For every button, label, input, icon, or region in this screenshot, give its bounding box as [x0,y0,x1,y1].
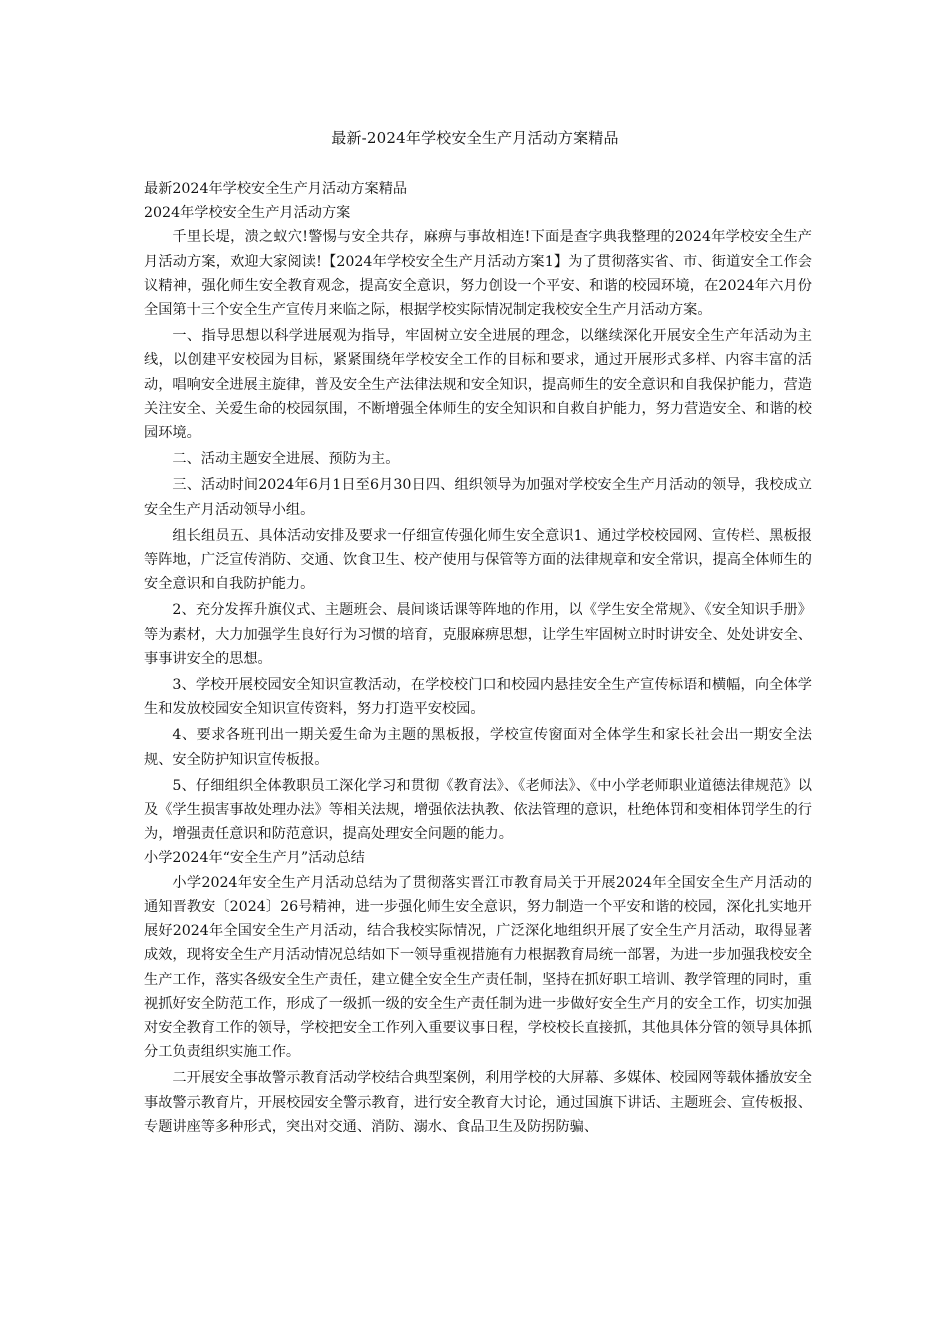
paragraph-item-5: 5、仔细组织全体教职员工深化学习和贯彻《教育法》、《老师法》、《中小学老师职业道德法律规范》以及《学生损害事故处理办法》等相关法规，增强依法执教、依法管理的意识，杜绝体罚和变相体罚学生的行为，增强责任意识和防范意识，提高处理安全问题的能力。 [144,777,812,843]
paragraph-item-4: 4、要求各班刊出一期关爱生命为主题的黑板报，学校宣传窗面对全体学生和家长社会出一期安全法规、安全防护知识宣传板报。 [144,727,812,768]
heading-main: 最新2024年学校安全生产月活动方案精品 [144,181,408,197]
paragraph-activity-time: 三、活动时间2024年6月1日至6月30日四、组织领导为加强对学校安全生产月活动的领导，我校成立安全生产月活动领导小组。 [144,477,812,518]
paragraph-item-2: 2、充分发挥升旗仪式、主题班会、晨间谈话课等阵地的作用，以《学生安全常规》、《安全知识手册》等为素材，大力加强学生良好行为习惯的培育，克服麻痹思想，让学生牢固树立时时讲安全、处处讲安全、事事讲安全的思想。 [144,602,812,667]
heading-plan: 2024年学校安全生产月活动方案 [144,205,351,222]
paragraph-intro: 千里长堤，溃之蚁穴!警惕与安全共存，麻痹与事故相连!下面是查字典我整理的2024年学校安全生产月活动方案，欢迎大家阅读!【2024年学校安全生产月活动方案1】为了贯彻落实省、市、街道安全工作会议精神，强化师生安全教育观念，提高安全意识，努力创设一个平安、和谐的校园环境，在2024年六月份全国第十三个安全生产宣传月来临之际，根据学校实际情况制定我校安全生产月活动方案。 [144,229,812,319]
paragraph-summary-2: 二开展安全事故警示教育活动学校结合典型案例，利用学校的大屏幕、多媒体、校园网等载体播放安全事故警示教育片，开展校园安全警示教育，进行安全教育大讨论，通过国旗下讲话、主题班会、宣传板报、专题讲座等多种形式，突出对交通、消防、溺水、食品卫生及防拐防骗、 [144,1070,812,1135]
document-body [144,177,812,1139]
document-title: 最新-2024年学校安全生产月活动方案精品 [331,129,619,147]
paragraph-activity-theme: 二、活动主题安全进展、预防为主。 [172,451,400,468]
paragraph-guiding-ideology: 一、指导思想以科学进展观为指导，牢固树立安全进展的理念，以继续深化开展安全生产年活动为主线，以创建平安校园为目标，紧紧围绕年学校安全工作的目标和要求，通过开展形式多样、内容丰富的活动，唱响安全进展主旋律，普及安全生产法律法规和安全知识，提高师生的安全意识和自我保护能力，营造关注安全、关爱生命的校园氛围，不断增强全体师生的安全知识和自救自护能力，努力营造安全、和谐的校园环境。 [144,328,812,442]
paragraph-arrangements: 组长组员五、具体活动安排及要求一仔细宣传强化师生安全意识1、通过学校校园网、宣传栏、黑板报等阵地，广泛宣传消防、交通、饮食卫生、校产使用与保管等方面的法律规章和安全常识，提高全体师生的安全意识和自我防护能力。 [144,527,812,593]
heading-summary: 小学2024年“安全生产月”活动总结 [144,850,365,867]
paragraph-summary-1: 小学2024年安全生产月活动总结为了贯彻落实晋江市教育局关于开展2024年全国安全生产月活动的通知晋教安〔2024〕26号精神，进一步强化师生安全意识，努力制造一个平安和谐的校园，深化扎实地开展好2024年全国安全生产月活动，结合我校实际情况，广泛深化地组织开展了安全生产月活动，取得显著成效，现将安全生产月活动情况总结如下一领导重视措施有力根据教育局统一部署，为进一步加强我校安全生产工作，落实各级安全生产责任，建立健全安全生产责任制，坚持在抓好职工培训、教学管理的同时，重视抓好安全防范工作，形成了一级抓一级的安全生产责任制为进一步做好安全生产月的安全工作，切实加强对安全教育工作的领导，学校把安全工作列入重要议事日程，学校校长直接抓，其他具体分管的领导具体抓分工负责组织实施工作。 [144,874,812,1061]
paragraph-item-3: 3、学校开展校园安全知识宣教活动，在学校校门口和校园内悬挂安全生产宣传标语和横幅，向全体学生和发放校园安全知识宣传资料，努力打造平安校园。 [144,677,812,718]
